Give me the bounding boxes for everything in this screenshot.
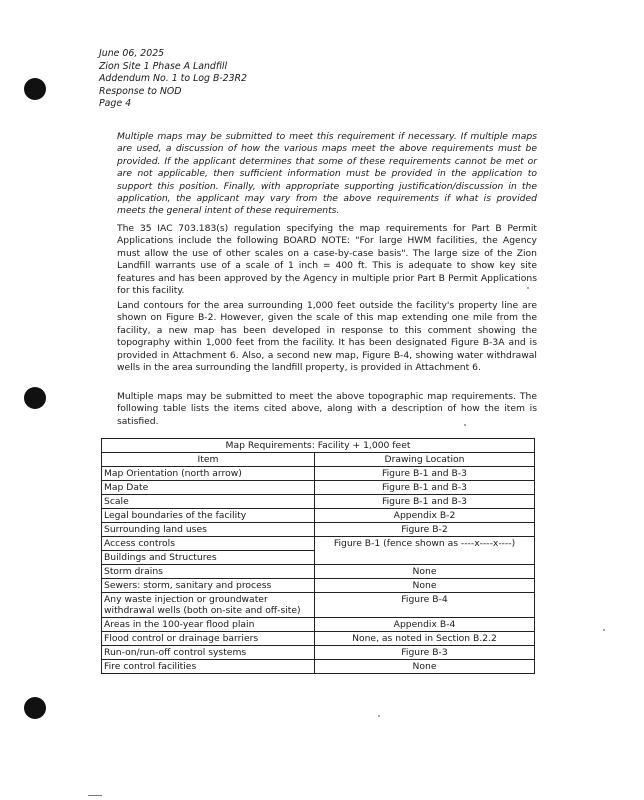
table-row: [102, 579, 535, 593]
location-cell: Figure B-2: [315, 523, 535, 537]
multiple-maps-paragraph: Multiple maps may be submitted to meet the above topographic map requirements. The following table lists the items cited above, along with a description of how the item is satisfied.: [117, 391, 537, 427]
table-row: [102, 618, 535, 632]
punch-hole-top: [24, 78, 46, 100]
table-row: [102, 537, 535, 551]
land-contours-paragraph: Land contours for the area surrounding 1,000 feet outside the facility's property line are shown on Figure B-2. However, given the scale of this map extending one mile from the facility, a new map has been developed in response to this comment showing the topography within 1,000 feet from the facility. It has been designated Figure B-3A and is provided in Attachment 6. Also, a second new map, Figure B-4, showing water withdrawal wells in the area surrounding the landfill property, is provided in Attachment 6.: [117, 300, 537, 374]
map-requirements-table: [101, 438, 535, 674]
header-addendum: Addendum No. 1 to Log B-23R2: [99, 73, 248, 85]
table-row: [102, 632, 535, 646]
scan-speck: [378, 715, 380, 717]
location-cell: Figure B-4: [315, 593, 535, 618]
location-cell: None: [315, 565, 535, 579]
location-cell: None, as noted in Section B.2.2: [315, 632, 535, 646]
item-cell: Buildings and Structures: [102, 551, 315, 565]
location-cell: Appendix B-4: [315, 618, 535, 632]
header-site: Zion Site 1 Phase A Landfill: [99, 60, 228, 72]
table-row: [102, 523, 535, 537]
quoted-requirement-paragraph: Multiple maps may be submitted to meet this requirement if necessary. If multiple maps are used, a discussion of how the various maps meet the above requirements must be provided. If the applicant determines that some of these requirements cannot be met or are not applicable, then sufficient information must be provided in the application to support this position. Finally, with appropriate supporting justification/discussion in the application, the applicant may vary from the above requirements if what is provided meets the general intent of these requirements.: [117, 131, 537, 217]
item-cell: Map Date: [102, 481, 315, 495]
punch-hole-bottom: [24, 697, 46, 719]
document-header: [99, 48, 247, 111]
location-cell: Figure B-3: [315, 646, 535, 660]
scan-speck: [527, 287, 529, 289]
table-row: [102, 495, 535, 509]
location-cell: Appendix B-2: [315, 509, 535, 523]
table-row: [102, 467, 535, 481]
column-header-location: Drawing Location: [315, 453, 535, 467]
table-row: [102, 660, 535, 674]
punch-hole-middle: [24, 387, 46, 409]
item-cell: Sewers: storm, sanitary and process: [102, 579, 315, 593]
item-cell: Areas in the 100-year flood plain: [102, 618, 315, 632]
table-row: [102, 646, 535, 660]
item-cell: Any waste injection or groundwater withdrawal wells (both on-site and off-site): [102, 593, 315, 618]
location-cell: Figure B-1 and B-3: [315, 481, 535, 495]
item-cell: Storm drains: [102, 565, 315, 579]
column-header-item: Item: [102, 453, 315, 467]
scan-speck: [603, 629, 605, 631]
location-cell: Figure B-1 and B-3: [315, 467, 535, 481]
location-cell: Figure B-1 and B-3: [315, 495, 535, 509]
header-page: Page 4: [99, 98, 132, 110]
location-cell: Figure B-1 (fence shown as ----x----x----): [315, 537, 535, 565]
board-note-paragraph: The 35 IAC 703.183(s) regulation specifying the map requirements for Part B Permit Applications include the following BOARD NOTE: "For large HWM facilities, the Agency must allow the use of other scales on a case-by-case basis". The large size of the Zion Landfill warrants use of a scale of 1 inch = 400 ft. This is adequate to show key site features and has been approved by the Agency in multiple prior Part B Permit Applications for this facility.: [117, 223, 537, 297]
item-cell: Flood control or drainage barriers: [102, 632, 315, 646]
table-row: [102, 509, 535, 523]
header-response: Response to NOD: [99, 85, 182, 97]
item-cell: Map Orientation (north arrow): [102, 467, 315, 481]
scan-speck: [464, 424, 466, 426]
item-cell: Run-on/run-off control systems: [102, 646, 315, 660]
table-row: [102, 593, 535, 618]
table-row: [102, 565, 535, 579]
location-cell: None: [315, 660, 535, 674]
location-cell: None: [315, 579, 535, 593]
header-date: June 06, 2025: [99, 48, 165, 59]
footer-mark: [88, 795, 102, 796]
table-header-row: [102, 453, 535, 467]
table-row: [102, 481, 535, 495]
item-cell: Access controls: [102, 537, 315, 551]
item-cell: Surrounding land uses: [102, 523, 315, 537]
item-cell: Legal boundaries of the facility: [102, 509, 315, 523]
table-title: Map Requirements: Facility + 1,000 feet: [102, 439, 535, 453]
item-cell: Scale: [102, 495, 315, 509]
table-title-row: [102, 439, 535, 453]
item-cell: Fire control facilities: [102, 660, 315, 674]
